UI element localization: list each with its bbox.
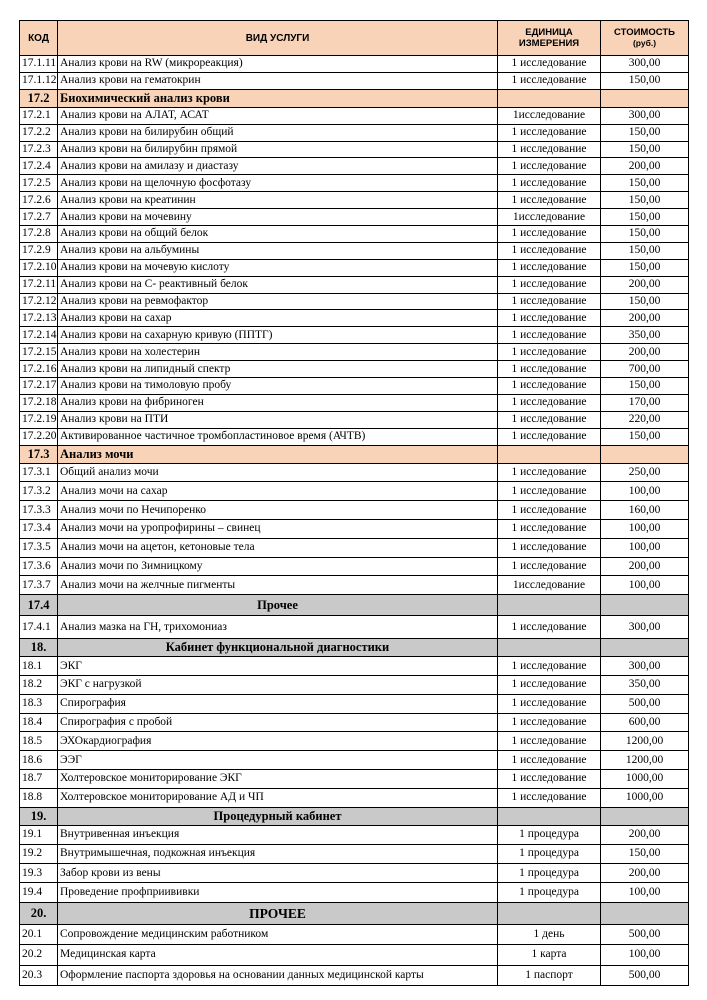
table-row (20, 501, 689, 520)
service-name: Анализ крови на амилазу и диастазу (58, 158, 498, 175)
service-unit: 1 процедура (498, 883, 601, 902)
service-unit: 1 исследование (498, 141, 601, 158)
service-code: 18.7 (20, 769, 58, 788)
table-row (20, 344, 689, 361)
service-unit: 1 исследование (498, 657, 601, 676)
table-row (20, 327, 689, 344)
section-code: 17.2 (20, 89, 58, 107)
table-row (20, 788, 689, 807)
service-unit: 1 исследование (498, 276, 601, 293)
table-row (20, 694, 689, 713)
service-code: 17.3.3 (20, 501, 58, 520)
service-code: 17.2.13 (20, 310, 58, 327)
table-row (20, 924, 689, 945)
service-code: 19.1 (20, 825, 58, 844)
service-code: 18.4 (20, 713, 58, 732)
header-service (58, 21, 498, 56)
section-title: Прочее (58, 595, 498, 616)
header-unit-line1: ЕДИНИЦА (525, 27, 573, 38)
section-row-17-2 (20, 89, 689, 107)
service-name: Анализ крови на АЛАТ, АСАТ (58, 107, 498, 124)
service-code: 17.2.18 (20, 394, 58, 411)
service-unit: 1 исследование (498, 259, 601, 276)
service-name: Анализ мочи на желчные пигменты (58, 576, 498, 595)
service-unit: 1 исследование (498, 344, 601, 361)
service-price: 350,00 (601, 327, 689, 344)
service-price: 100,00 (601, 576, 689, 595)
service-unit: 1 исследование (498, 519, 601, 538)
service-price: 100,00 (601, 538, 689, 557)
service-unit: 1 исследование (498, 732, 601, 751)
service-name: Спирография с пробой (58, 713, 498, 732)
service-unit: 1 день (498, 924, 601, 945)
service-code: 17.2.5 (20, 175, 58, 192)
service-price: 300,00 (601, 657, 689, 676)
table-row (20, 844, 689, 863)
service-unit: 1 исследование (498, 293, 601, 310)
service-name: Внутривенная инъекция (58, 825, 498, 844)
service-unit: 1 исследование (498, 192, 601, 209)
service-code: 18.1 (20, 657, 58, 676)
header-code: КОД (20, 21, 58, 56)
service-name: Оформление паспорта здоровья на основании данных медицинской карты (58, 965, 498, 986)
table-row (20, 72, 689, 89)
section-code: 19. (20, 807, 58, 825)
service-code: 17.2.20 (20, 428, 58, 445)
service-code: 17.2.11 (20, 276, 58, 293)
service-code: 17.4.1 (20, 616, 58, 639)
service-name: Анализ крови на ПТИ (58, 411, 498, 428)
service-name: Анализ крови на липидный спектр (58, 361, 498, 378)
service-name: Общий анализ мочи (58, 463, 498, 482)
service-code: 17.2.19 (20, 411, 58, 428)
service-name: Анализ крови на мочевину (58, 209, 498, 226)
service-code: 17.1.12 (20, 72, 58, 89)
service-price: 150,00 (601, 209, 689, 226)
service-unit: 1 исследование (498, 226, 601, 243)
service-price: 500,00 (601, 924, 689, 945)
service-code: 17.3.4 (20, 519, 58, 538)
service-price: 300,00 (601, 616, 689, 639)
service-price: 1000,00 (601, 769, 689, 788)
service-price: 150,00 (601, 259, 689, 276)
table-row (20, 175, 689, 192)
service-unit: 1 процедура (498, 844, 601, 863)
service-name: Анализ крови на билирубин прямой (58, 141, 498, 158)
table-row (20, 310, 689, 327)
section-row-18 (20, 639, 689, 657)
service-price: 200,00 (601, 158, 689, 175)
table-row (20, 192, 689, 209)
table-row (20, 428, 689, 445)
service-price: 300,00 (601, 56, 689, 73)
service-code: 17.2.17 (20, 378, 58, 395)
service-unit: 1 процедура (498, 864, 601, 883)
section-row-17-4 (20, 595, 689, 616)
service-price: 600,00 (601, 713, 689, 732)
service-unit: 1 исследование (498, 616, 601, 639)
service-unit: 1 исследование (498, 713, 601, 732)
service-name: Анализ крови на альбумины (58, 242, 498, 259)
service-price: 200,00 (601, 557, 689, 576)
service-unit: 1 паспорт (498, 965, 601, 986)
service-name: Анализ крови на холестерин (58, 344, 498, 361)
service-code: 19.3 (20, 864, 58, 883)
service-price: 150,00 (601, 378, 689, 395)
service-price: 170,00 (601, 394, 689, 411)
service-unit: 1 исследование (498, 310, 601, 327)
service-code: 17.2.9 (20, 242, 58, 259)
service-name: ЭХОкардиография (58, 732, 498, 751)
service-code: 17.2.15 (20, 344, 58, 361)
service-unit: 1 исследование (498, 56, 601, 73)
service-name: Забор крови из вены (58, 864, 498, 883)
service-code: 17.2.2 (20, 124, 58, 141)
service-price: 150,00 (601, 844, 689, 863)
service-code: 17.2.7 (20, 209, 58, 226)
section-row-19 (20, 807, 689, 825)
service-unit: 1 исследование (498, 675, 601, 694)
service-name: Анализ крови на сахар (58, 310, 498, 327)
service-unit: 1 исследование (498, 694, 601, 713)
service-price: 200,00 (601, 344, 689, 361)
service-price: 500,00 (601, 965, 689, 986)
table-row (20, 965, 689, 986)
table-row (20, 361, 689, 378)
table-row (20, 463, 689, 482)
service-price: 150,00 (601, 124, 689, 141)
service-name: Анализ крови на гематокрин (58, 72, 498, 89)
service-name: Анализ крови на мочевую кислоту (58, 259, 498, 276)
service-name: Внутримышечная, подкожная инъекция (58, 844, 498, 863)
table-row (20, 124, 689, 141)
service-price: 1200,00 (601, 732, 689, 751)
service-price: 200,00 (601, 276, 689, 293)
table-row (20, 158, 689, 175)
service-unit: 1 исследование (498, 158, 601, 175)
service-price: 250,00 (601, 463, 689, 482)
table-row (20, 411, 689, 428)
service-price: 150,00 (601, 141, 689, 158)
service-price: 1000,00 (601, 788, 689, 807)
service-code: 19.4 (20, 883, 58, 902)
section-row-20 (20, 902, 689, 924)
service-name: Анализ крови на сахарную кривую (ППТГ) (58, 327, 498, 344)
service-name: Анализ крови на RW (микрореакция) (58, 56, 498, 73)
service-price: 220,00 (601, 411, 689, 428)
price-list-sheet (19, 20, 688, 986)
service-code: 17.2.1 (20, 107, 58, 124)
table-row (20, 713, 689, 732)
service-unit: 1 исследование (498, 411, 601, 428)
header-price (601, 21, 689, 56)
service-code: 17.2.8 (20, 226, 58, 243)
service-code: 18.6 (20, 751, 58, 770)
service-code: 17.2.6 (20, 192, 58, 209)
service-price: 150,00 (601, 293, 689, 310)
service-code: 20.1 (20, 924, 58, 945)
service-unit: 1 процедура (498, 825, 601, 844)
table-row (20, 482, 689, 501)
table-row (20, 883, 689, 902)
service-name: Холтеровское мониторирование АД и ЧП (58, 788, 498, 807)
service-unit: 1 исследование (498, 242, 601, 259)
service-name: Анализ мочи на уропрофирины – свинец (58, 519, 498, 538)
service-price: 150,00 (601, 242, 689, 259)
header-unit (498, 21, 601, 56)
service-price: 150,00 (601, 175, 689, 192)
table-row (20, 945, 689, 966)
service-unit: 1 исследование (498, 463, 601, 482)
service-unit: 1 исследование (498, 378, 601, 395)
service-code: 17.3.2 (20, 482, 58, 501)
table-body (20, 56, 689, 986)
service-price: 700,00 (601, 361, 689, 378)
service-price: 100,00 (601, 883, 689, 902)
header-price-line1: СТОИМОСТЬ (614, 27, 675, 38)
service-name: Медицинская карта (58, 945, 498, 966)
table-row (20, 141, 689, 158)
service-name: ЭЭГ (58, 751, 498, 770)
section-title: Анализ мочи (58, 445, 498, 463)
service-name: Активированное частичное тромбопластиновое время (АЧТВ) (58, 428, 498, 445)
service-unit: 1исследование (498, 576, 601, 595)
service-code: 19.2 (20, 844, 58, 863)
table-row (20, 209, 689, 226)
service-code: 18.3 (20, 694, 58, 713)
service-name: Анализ мочи на сахар (58, 482, 498, 501)
service-price: 160,00 (601, 501, 689, 520)
service-name: Спирография (58, 694, 498, 713)
section-code: 17.4 (20, 595, 58, 616)
service-code: 20.2 (20, 945, 58, 966)
table-row (20, 538, 689, 557)
service-unit: 1 исследование (498, 175, 601, 192)
table-row (20, 616, 689, 639)
service-name: Анализ крови на билирубин общий (58, 124, 498, 141)
service-price: 300,00 (601, 107, 689, 124)
service-unit: 1 исследование (498, 751, 601, 770)
table-row (20, 394, 689, 411)
section-code: 17.3 (20, 445, 58, 463)
section-title: Биохимический анализ крови (58, 89, 498, 107)
service-name: Анализ крови на фибриноген (58, 394, 498, 411)
service-name: Проведение профприививки (58, 883, 498, 902)
table-row (20, 276, 689, 293)
service-unit: 1 исследование (498, 538, 601, 557)
service-price: 1200,00 (601, 751, 689, 770)
table-row (20, 825, 689, 844)
service-code: 17.2.10 (20, 259, 58, 276)
service-name: Холтеровское мониторирование ЭКГ (58, 769, 498, 788)
service-code: 17.3.5 (20, 538, 58, 557)
table-row (20, 576, 689, 595)
table-row (20, 378, 689, 395)
service-price: 100,00 (601, 519, 689, 538)
header-unit-line2: ИЗМЕРЕНИЯ (518, 38, 580, 49)
service-name: Анализ крови на тимоловую пробу (58, 378, 498, 395)
service-code: 18.5 (20, 732, 58, 751)
service-code: 17.2.12 (20, 293, 58, 310)
section-row-17-3 (20, 445, 689, 463)
service-name: Анализ мазка на ГН, трихомониаз (58, 616, 498, 639)
service-price: 500,00 (601, 694, 689, 713)
service-code: 17.2.3 (20, 141, 58, 158)
table-row (20, 56, 689, 73)
service-price: 150,00 (601, 226, 689, 243)
table-row (20, 226, 689, 243)
service-code: 17.3.6 (20, 557, 58, 576)
table-row (20, 259, 689, 276)
service-unit: 1 исследование (498, 394, 601, 411)
service-price: 150,00 (601, 428, 689, 445)
service-name: Анализ крови на общий белок (58, 226, 498, 243)
service-code: 17.2.16 (20, 361, 58, 378)
service-unit: 1 исследование (498, 124, 601, 141)
service-name: Анализ мочи по Зимницкому (58, 557, 498, 576)
service-name: ЭКГ с нагрузкой (58, 675, 498, 694)
service-price: 150,00 (601, 72, 689, 89)
service-price: 100,00 (601, 945, 689, 966)
service-code: 18.8 (20, 788, 58, 807)
service-name: Анализ мочи по Нечипоренко (58, 501, 498, 520)
service-name: Анализ крови на ревмофактор (58, 293, 498, 310)
section-code: 20. (20, 902, 58, 924)
service-price: 350,00 (601, 675, 689, 694)
table-row (20, 107, 689, 124)
service-code: 17.1.11 (20, 56, 58, 73)
service-unit: 1 исследование (498, 557, 601, 576)
service-unit: 1 исследование (498, 428, 601, 445)
service-price: 100,00 (601, 482, 689, 501)
table-row (20, 242, 689, 259)
section-title: Кабинет функциональной диагностики (58, 639, 498, 657)
service-name: Анализ крови на креатинин (58, 192, 498, 209)
service-name: Анализ мочи на ацетон, кетоновые тела (58, 538, 498, 557)
service-price: 150,00 (601, 192, 689, 209)
table-row (20, 293, 689, 310)
service-code: 17.3.7 (20, 576, 58, 595)
table-row (20, 675, 689, 694)
table-row (20, 751, 689, 770)
service-unit: 1 исследование (498, 501, 601, 520)
service-price: 200,00 (601, 825, 689, 844)
header-price-line2: (руб.) (632, 38, 657, 48)
service-price: 200,00 (601, 310, 689, 327)
service-name: Анализ крови на щелочную фосфотазу (58, 175, 498, 192)
service-name: ЭКГ (58, 657, 498, 676)
table-row (20, 657, 689, 676)
service-unit: 1 исследование (498, 788, 601, 807)
price-table (19, 20, 689, 986)
service-unit: 1 исследование (498, 361, 601, 378)
service-code: 17.3.1 (20, 463, 58, 482)
table-row (20, 769, 689, 788)
service-code: 17.2.4 (20, 158, 58, 175)
service-name: Сопровождение медицинским работником (58, 924, 498, 945)
table-row (20, 864, 689, 883)
service-code: 18.2 (20, 675, 58, 694)
header-service-label: ВИД УСЛУГИ (245, 32, 310, 44)
service-price: 200,00 (601, 864, 689, 883)
section-title: ПРОЧЕЕ (58, 902, 498, 924)
service-unit: 1 исследование (498, 769, 601, 788)
service-unit: 1 исследование (498, 482, 601, 501)
table-row (20, 519, 689, 538)
service-code: 20.3 (20, 965, 58, 986)
service-name: Анализ крови на С- реактивный белок (58, 276, 498, 293)
service-unit: 1 исследование (498, 327, 601, 344)
table-row (20, 732, 689, 751)
section-code: 18. (20, 639, 58, 657)
table-header-row (20, 21, 689, 56)
service-unit: 1исследование (498, 107, 601, 124)
service-unit: 1 исследование (498, 72, 601, 89)
service-code: 17.2.14 (20, 327, 58, 344)
table-row (20, 557, 689, 576)
section-title: Процедурный кабинет (58, 807, 498, 825)
service-unit: 1исследование (498, 209, 601, 226)
service-unit: 1 карта (498, 945, 601, 966)
